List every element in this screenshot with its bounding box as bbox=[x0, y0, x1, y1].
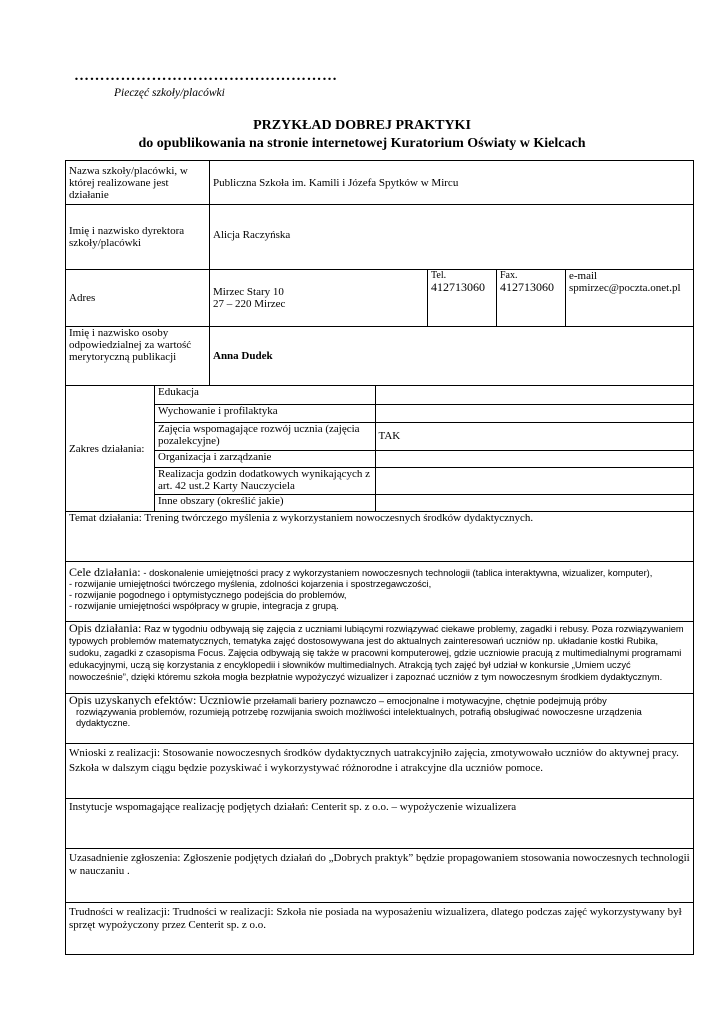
scope-item-value bbox=[375, 494, 693, 511]
scope-item-name: Inne obszary (określić jakie) bbox=[155, 494, 375, 511]
conclusions-row bbox=[66, 744, 694, 799]
description-value: Raz w tygodniu odbywają się zajęcia z uczniami lubiącymi rozwiązywać ciekawe problemy, zagadki i rebusy. Poza rozwiązywaniem typowych problemów matematycznych, tematyka zajęć dostosowywana jest do aktualnych zainteresowań uczniów np. układanie kostki Rubika, sudoku, zagadki z czasopisma Focus. Zajęcia odbywają się także w pracowni komputerowej, gdzie uczniowie pracują z multimedialnymi programami edukacyjnymi, uczą się korzystania z encyklopedii i słowników multimedialnych. Atrakcją tych zajęć był udział w konkursie „Umiem uczyć nowocześnie”, dzięki któremu szkoła mogła bezpłatnie wypożyczyć wizualizer i zapoznać uczniów z tym nowoczesnym środkiem dydaktycznym. bbox=[69, 624, 684, 682]
email-value: spmirzec@poczta.onet.pl bbox=[569, 282, 681, 294]
scope-item-value bbox=[375, 450, 693, 467]
effects-value-start: Uczniowie bbox=[199, 693, 252, 707]
school-value: Publiczna Szkoła im. Kamili i Józefa Spytków w Mircu bbox=[210, 161, 694, 205]
scope-item-value bbox=[375, 386, 693, 404]
scope-item bbox=[155, 404, 693, 422]
effects-cell bbox=[66, 694, 694, 744]
responsible-row bbox=[66, 327, 694, 386]
address-line1: Mirzec Stary 10 bbox=[213, 286, 284, 298]
stamp-dotted-line: …………………………………………… bbox=[74, 68, 338, 84]
scope-row bbox=[66, 386, 694, 512]
school-label: Nazwa szkoły/placówki, w której realizowane jest działanie bbox=[66, 161, 210, 205]
address-value bbox=[210, 270, 428, 327]
goals-item: - rozwijanie umiejętności twórczego myślenia, zdolności kojarzenia i spostrzegawczości, bbox=[69, 579, 432, 589]
scope-item bbox=[155, 467, 693, 494]
address-label: Adres bbox=[66, 270, 210, 327]
topic-label: Temat działania: bbox=[69, 512, 142, 524]
stamp-label: Pieczęć szkoły/placówki bbox=[114, 87, 225, 99]
scope-item-name: Edukacja bbox=[155, 386, 375, 404]
scope-label: Zakres działania: bbox=[66, 386, 155, 512]
scope-cell bbox=[155, 386, 694, 512]
justification-row bbox=[66, 849, 694, 903]
fax-label: Fax. bbox=[500, 270, 518, 281]
description-row bbox=[66, 622, 694, 694]
goals-label: Cele działania: bbox=[69, 565, 141, 579]
address-row bbox=[66, 270, 694, 327]
scope-item-value bbox=[375, 467, 693, 494]
description-label: Opis działania: bbox=[69, 621, 142, 635]
scope-item-name: Zajęcia wspomagające rozwój ucznia (zajęcia pozalekcyjne) bbox=[155, 422, 375, 450]
conclusions-cell bbox=[66, 744, 694, 799]
fax-value: 412713060 bbox=[500, 280, 554, 294]
institutions-cell bbox=[66, 799, 694, 849]
conclusions-value: Stosowanie nowoczesnych środków dydaktycznych uatrakcyjniło zajęcia, zmotywowało uczniów do aktywnej pracy. Szkoła w dalszym ciągu będzie pozyskiwać i wykorzystywać różnorodne i atrakcyjne dla uczniów pomoce. bbox=[69, 747, 679, 774]
conclusions-label: Wnioski z realizacji: bbox=[69, 747, 161, 759]
responsible-label: Imię i nazwisko osoby odpowiedzialnej za wartość merytoryczną publikacji bbox=[66, 327, 210, 386]
topic-value: Trening twórczego myślenia z wykorzystaniem nowoczesnych środków dydaktycznych. bbox=[144, 512, 534, 524]
address-line2: 27 – 220 Mirzec bbox=[213, 298, 286, 310]
scope-item-value: TAK bbox=[375, 422, 693, 450]
scope-item-name: Realizacja godzin dodatkowych wynikających z art. 42 ust.2 Karty Nauczyciela bbox=[155, 467, 375, 494]
effects-value-continued: rozwiązywania problemów, rozumieją potrzebę rozwijania swoich możliwości intelektualnych, potrafią obsługiwać nowoczesne urządzenia dydaktyczne. bbox=[76, 707, 642, 728]
institutions-value: Centerit sp. z o.o. – wypożyczenie wizualizera bbox=[311, 801, 517, 813]
goals-row bbox=[66, 562, 694, 622]
tel-value: 412713060 bbox=[431, 280, 485, 294]
goals-item: - doskonalenie umiejętności pracy z wykorzystaniem nowoczesnych technologii (tablica interaktywna, wizualizer, komputer), bbox=[143, 568, 653, 578]
difficulties-value: Trudności w realizacji: Szkoła nie posiada na wyposażeniu wizualizera, dlatego podczas zajęć wykorzystywany był sprzęt wypożyczony przez Centerit sp. z o.o. bbox=[69, 906, 682, 931]
effects-row bbox=[66, 694, 694, 744]
topic-cell bbox=[66, 512, 694, 562]
scope-table bbox=[155, 386, 693, 511]
scope-item-name: Organizacja i zarządzanie bbox=[155, 450, 375, 467]
tel-label: Tel. bbox=[431, 270, 447, 281]
scope-item bbox=[155, 494, 693, 511]
institutions-label: Instytucje wspomagające realizację podjętych działań: bbox=[69, 801, 309, 813]
practice-form bbox=[65, 160, 694, 955]
goals-cell bbox=[66, 562, 694, 622]
topic-row bbox=[66, 512, 694, 562]
effects-label: Opis uzyskanych efektów: bbox=[69, 693, 197, 707]
goals-item: - rozwijanie pogodnego i optymistycznego podejścia do problemów, bbox=[69, 590, 347, 600]
director-row bbox=[66, 205, 694, 270]
institutions-row bbox=[66, 799, 694, 849]
tel-cell bbox=[428, 270, 497, 327]
email-cell bbox=[566, 270, 694, 327]
director-value: Alicja Raczyńska bbox=[210, 205, 694, 270]
email-label: e-mail bbox=[569, 270, 598, 282]
scope-item bbox=[155, 422, 693, 450]
justification-label: Uzasadnienie zgłoszenia: bbox=[69, 852, 181, 864]
scope-item bbox=[155, 450, 693, 467]
responsible-value: Anna Dudek bbox=[210, 327, 694, 386]
justification-value: Zgłoszenie podjętych działań do „Dobrych praktyk” będzie propagowaniem stosowania nowoczesnych technologii w nauczaniu . bbox=[69, 852, 690, 877]
scope-item-value bbox=[375, 404, 693, 422]
scope-item-name: Wychowanie i profilaktyka bbox=[155, 404, 375, 422]
director-label: Imię i nazwisko dyrektora szkoły/placówki bbox=[66, 205, 210, 270]
description-cell bbox=[66, 622, 694, 694]
page-subtitle: do opublikowania na stronie internetowej Kuratorium Oświaty w Kielcach bbox=[138, 136, 586, 151]
difficulties-label: Trudności w realizacji: bbox=[69, 906, 171, 918]
effects-value: przełamali bariery poznawczo – emocjonalne i motywacyjne, chętnie podejmują próby bbox=[253, 696, 607, 706]
difficulties-row bbox=[66, 903, 694, 955]
difficulties-cell bbox=[66, 903, 694, 955]
fax-cell bbox=[497, 270, 566, 327]
scope-item bbox=[155, 386, 693, 404]
goals-item: - rozwijanie umiejętności współpracy w grupie, integracja z grupą. bbox=[69, 601, 339, 611]
page-title: PRZYKŁAD DOBREJ PRAKTYKI bbox=[253, 118, 471, 133]
justification-cell bbox=[66, 849, 694, 903]
school-row bbox=[66, 161, 694, 205]
